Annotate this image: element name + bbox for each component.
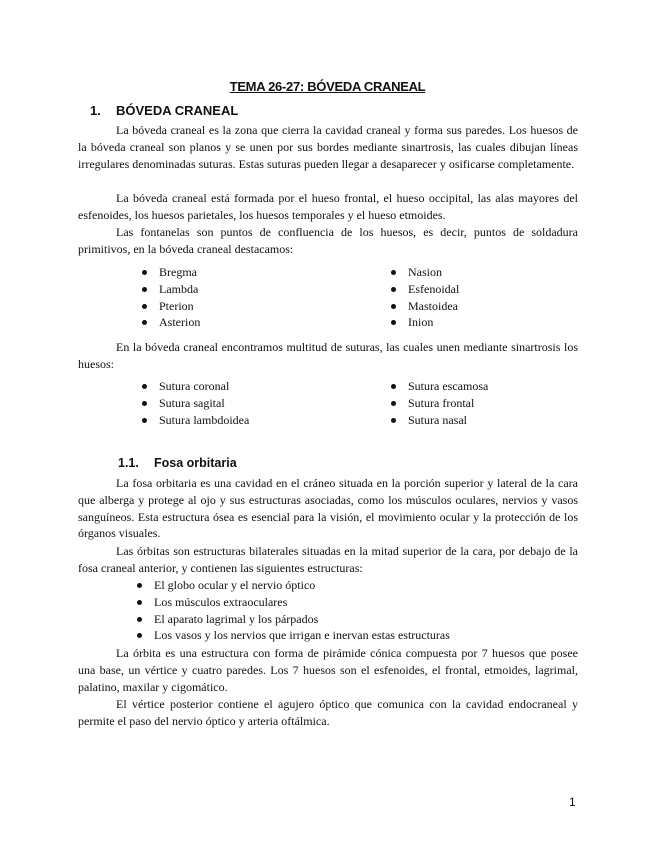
paragraph: La fosa orbitaria es una cavidad en el cráneo situada en la porción superior y lateral de la cara que alberga y protege al ojo y sus estructuras asociadas, como los músculos oculares, nervios y vasos sanguíneos. Esta estructura ósea es esencial para la visión, el movimiento ocular y la protección de los órganos visuales.: [78, 476, 578, 541]
list-item: Sutura nasal: [390, 412, 488, 429]
suturas-list-right: [390, 378, 488, 428]
list-item: Sutura sagital: [141, 395, 249, 412]
page-number: 1: [569, 795, 576, 809]
fontanelas-list-left: [141, 264, 200, 331]
list-item: Pterion: [141, 298, 200, 315]
list-item: Inion: [390, 314, 459, 331]
list-item: Los vasos y los nervios que irrigan e inervan estas estructuras: [136, 627, 450, 644]
suturas-list-left: [141, 378, 249, 428]
paragraph: La bóveda craneal es la zona que cierra la cavidad craneal y forma sus paredes. Los huesos de la bóveda craneal son planos y se unen por sus bordes mediante sinartrosis, las cuales dibujan líneas irregulares denominadas suturas. Estas suturas pueden llegar a desaparecer y osificarse completamente.: [78, 123, 578, 171]
list-item: Sutura coronal: [141, 378, 249, 395]
paragraph: Las fontanelas son puntos de confluencia de los huesos, es decir, puntos de soldadura primitivos, en la bóveda craneal destacamos:: [78, 225, 578, 256]
fontanelas-list-right: [390, 264, 459, 331]
document-title: TEMA 26-27: BÓVEDA CRANEAL: [229, 79, 426, 94]
list-item: Sutura escamosa: [390, 378, 488, 395]
paragraph: Las órbitas son estructuras bilaterales situadas en la mitad superior de la cara, por debajo de la fosa craneal anterior, y contienen las siguientes estructuras:: [78, 544, 578, 575]
paragraph: En la bóveda craneal encontramos multitud de suturas, las cuales unen mediante sinartrosis los huesos:: [78, 340, 578, 371]
subsection-number: 1.1.: [118, 456, 139, 470]
section-title: BÓVEDA CRANEAL: [116, 103, 239, 118]
estructuras-list: [136, 577, 450, 644]
list-item: Mastoidea: [390, 298, 459, 315]
subsection-heading: [118, 456, 237, 470]
list-item: Sutura lambdoidea: [141, 412, 249, 429]
subsection-title: Fosa orbitaria: [154, 456, 237, 470]
list-item: Sutura frontal: [390, 395, 488, 412]
list-item: El aparato lagrimal y los párpados: [136, 611, 450, 628]
list-item: El globo ocular y el nervio óptico: [136, 577, 450, 594]
list-item: Los músculos extraoculares: [136, 594, 450, 611]
section-heading: [90, 103, 238, 118]
list-item: Asterion: [141, 314, 200, 331]
paragraph: La bóveda craneal está formada por el hueso frontal, el hueso occipital, las alas mayores del esfenoides, los huesos parietales, los huesos temporales y el hueso etmoides.: [78, 191, 578, 222]
list-item: Nasion: [390, 264, 459, 281]
list-item: Esfenoidal: [390, 281, 459, 298]
section-number: 1.: [90, 103, 101, 118]
list-item: Lambda: [141, 281, 200, 298]
paragraph: La órbita es una estructura con forma de pirámide cónica compuesta por 7 huesos que posee una base, un vértice y cuatro paredes. Los 7 huesos son el esfenoides, el frontal, etmoides, lagrimal, palatino, maxilar y cigomático.: [78, 646, 578, 694]
list-item: Bregma: [141, 264, 200, 281]
paragraph: El vértice posterior contiene el agujero óptico que comunica con la cavidad endocraneal y permite el paso del nervio óptico y arteria oftálmica.: [78, 697, 578, 728]
